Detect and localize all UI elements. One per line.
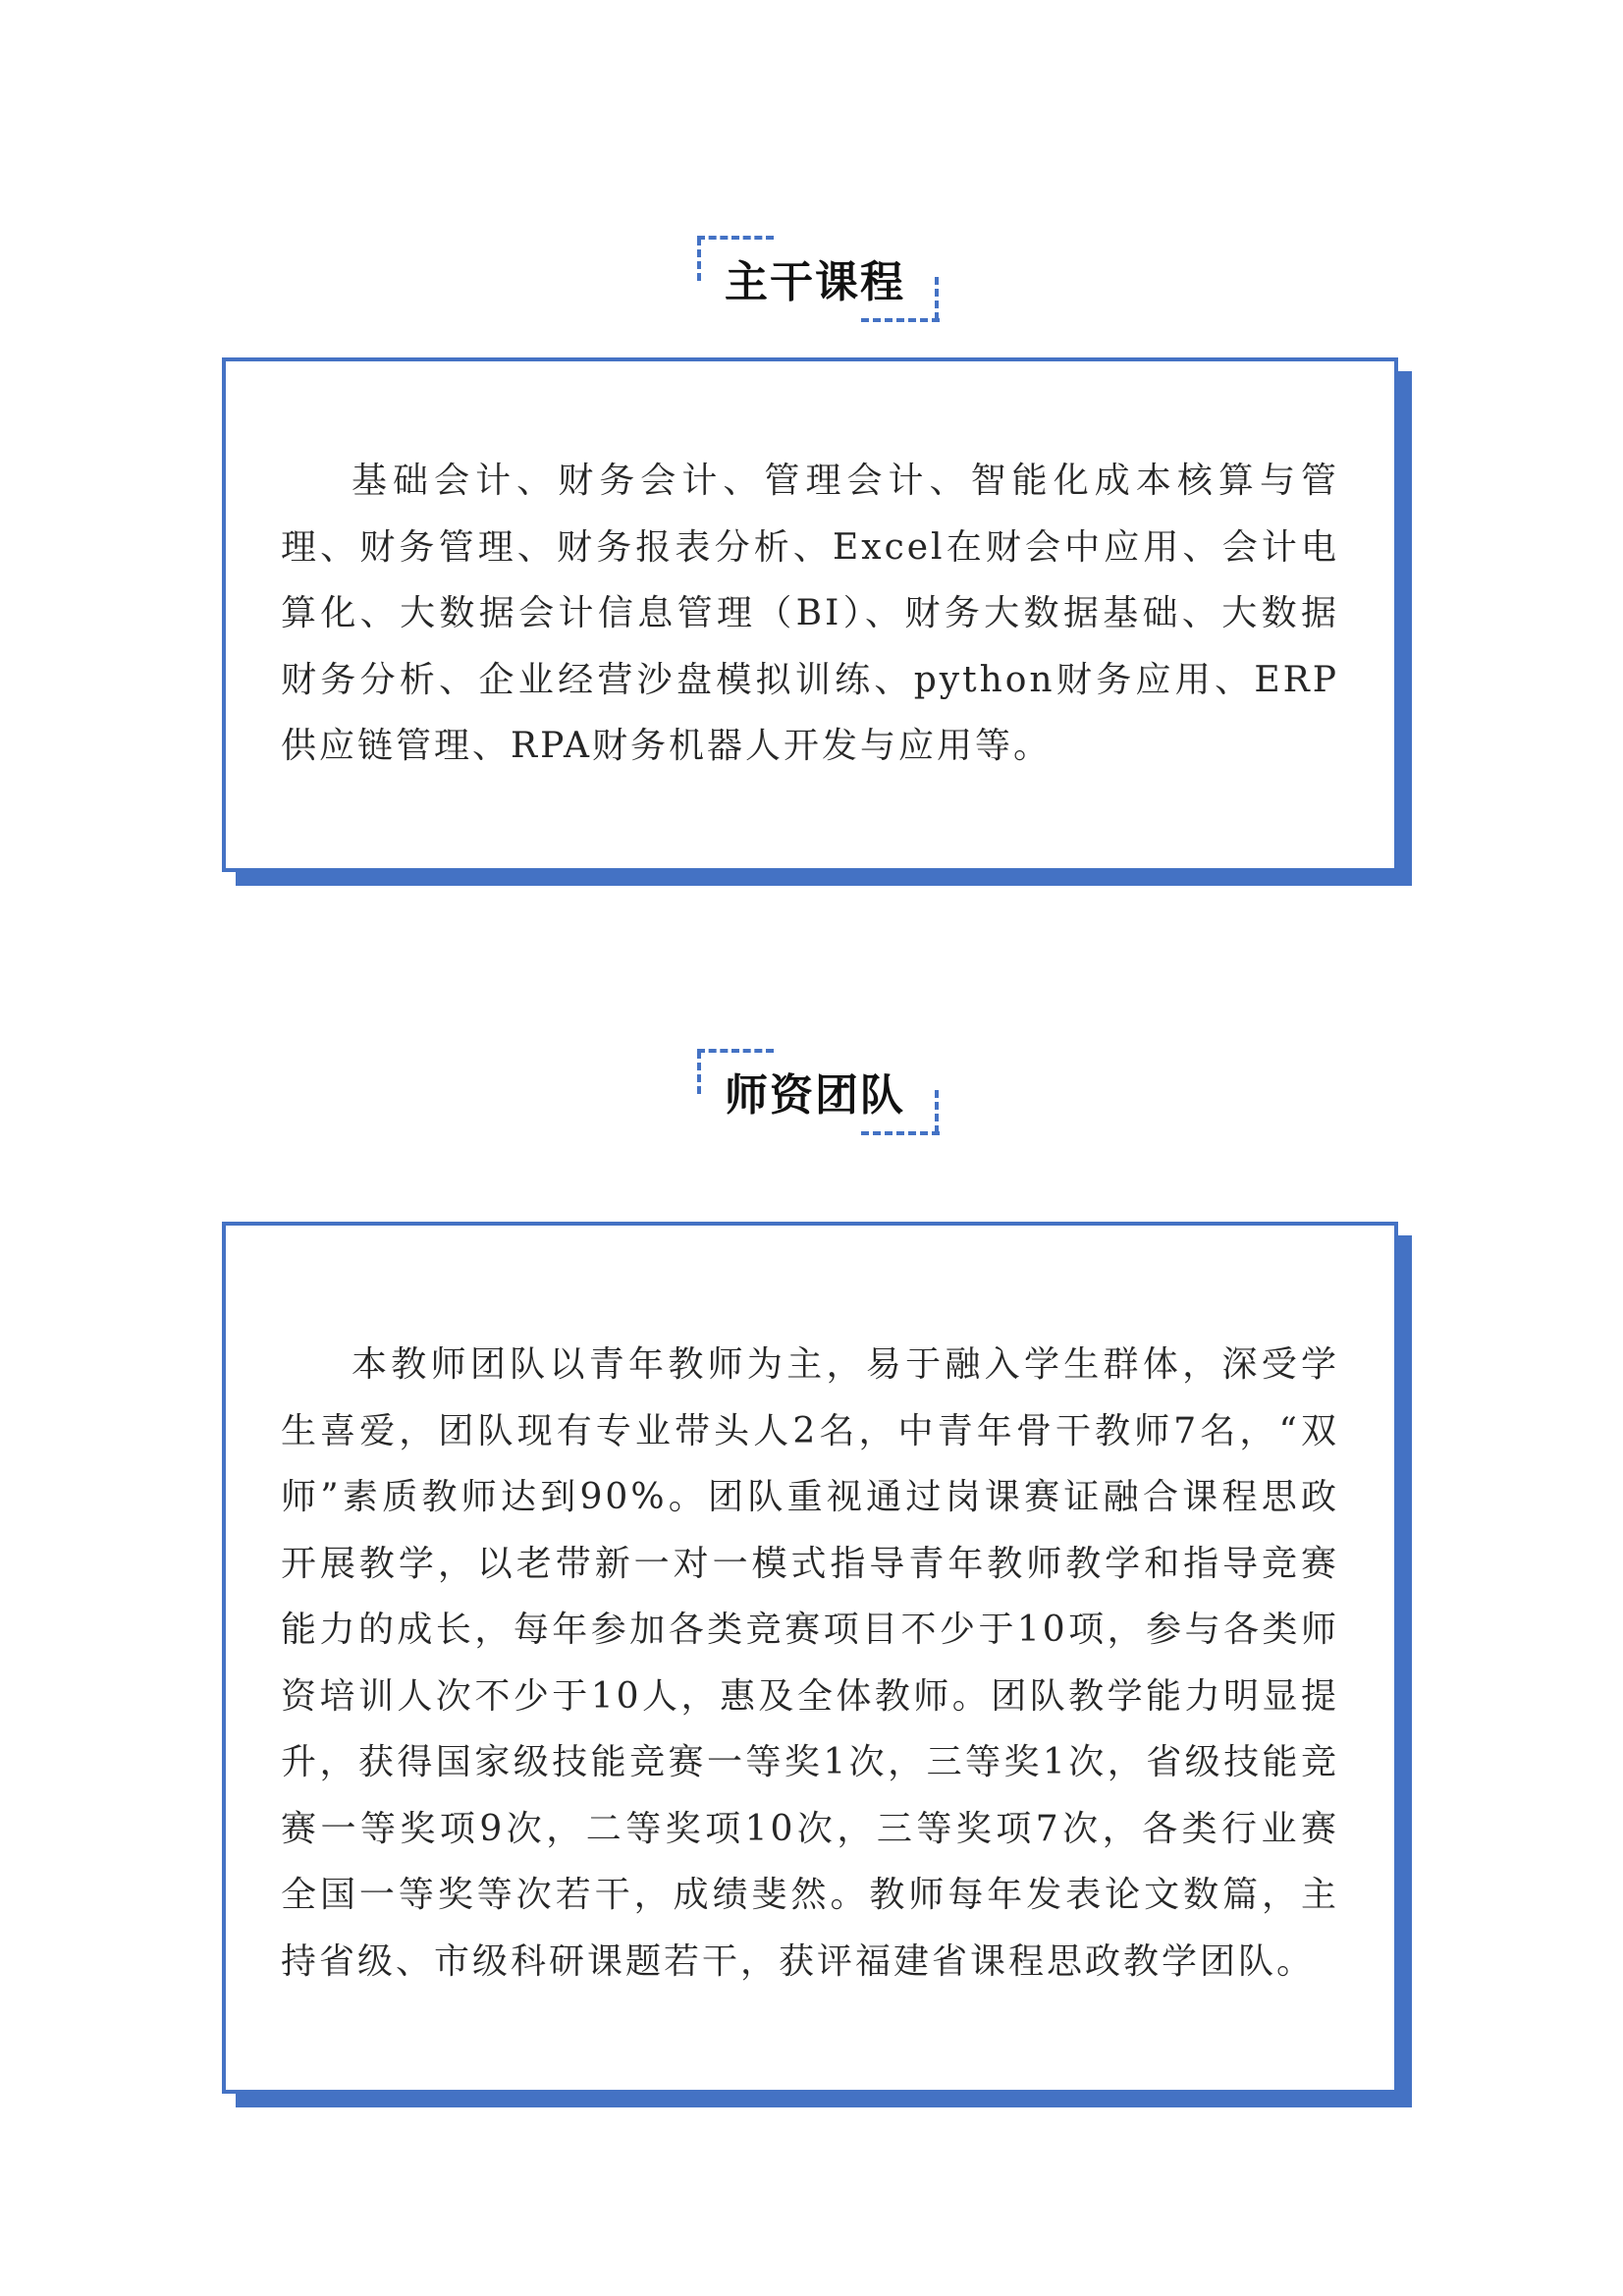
- heading-frame-bottom-dash: [861, 1131, 940, 1135]
- heading-frame-top-dash: [697, 1049, 774, 1053]
- heading-frame-left-dash: [697, 238, 701, 281]
- section-title-faculty-team: 师资团队: [725, 1070, 905, 1121]
- section-heading-core-courses: [687, 236, 943, 344]
- section-heading-faculty-team: [687, 1049, 943, 1157]
- core-courses-text: 基础会计、财务会计、管理会计、智能化成本核算与管理、财务管理、财务报表分析、Excel在财会中应用、会计电算化、大数据会计信息管理（BI）、财务大数据基础、大数据财务分析、企业经营沙盘模拟训练、python财务应用、ERP供应链管理、RPA财务机器人开发与应用等。: [281, 461, 1339, 766]
- heading-frame-left-dash: [697, 1051, 701, 1094]
- section-title-core-courses: 主干课程: [725, 257, 905, 307]
- faculty-team-text: 本教师团队以青年教师为主，易于融入学生群体，深受学生喜爱，团队现有专业带头人2名，中青年骨干教师7名，“双师”素质教师达到90%。团队重视通过岗课赛证融合课程思政开展教学，以老带新一对一模式指导青年教师教学和指导竞赛能力的成长，每年参加各类竞赛项目不少于10项，参与各类师资培训人次不少于10人，惠及全体教师。团队教学能力明显提升，获得国家级技能竞赛一等奖1次，三等奖1次，省级技能竞赛一等奖项9次，二等奖项10次，三等奖项7次，各类行业赛全国一等奖等次若干，成绩斐然。教师每年发表论文数篇，主持省级、市级科研课题若干，获评福建省课程思政教学团队。: [281, 1344, 1339, 1982]
- heading-frame-right-dash: [935, 277, 939, 320]
- core-courses-box: [222, 357, 1398, 872]
- heading-frame-bottom-dash: [861, 318, 940, 322]
- heading-frame-right-dash: [935, 1090, 939, 1133]
- faculty-team-box: [222, 1222, 1398, 2094]
- heading-frame-top-dash: [697, 236, 774, 240]
